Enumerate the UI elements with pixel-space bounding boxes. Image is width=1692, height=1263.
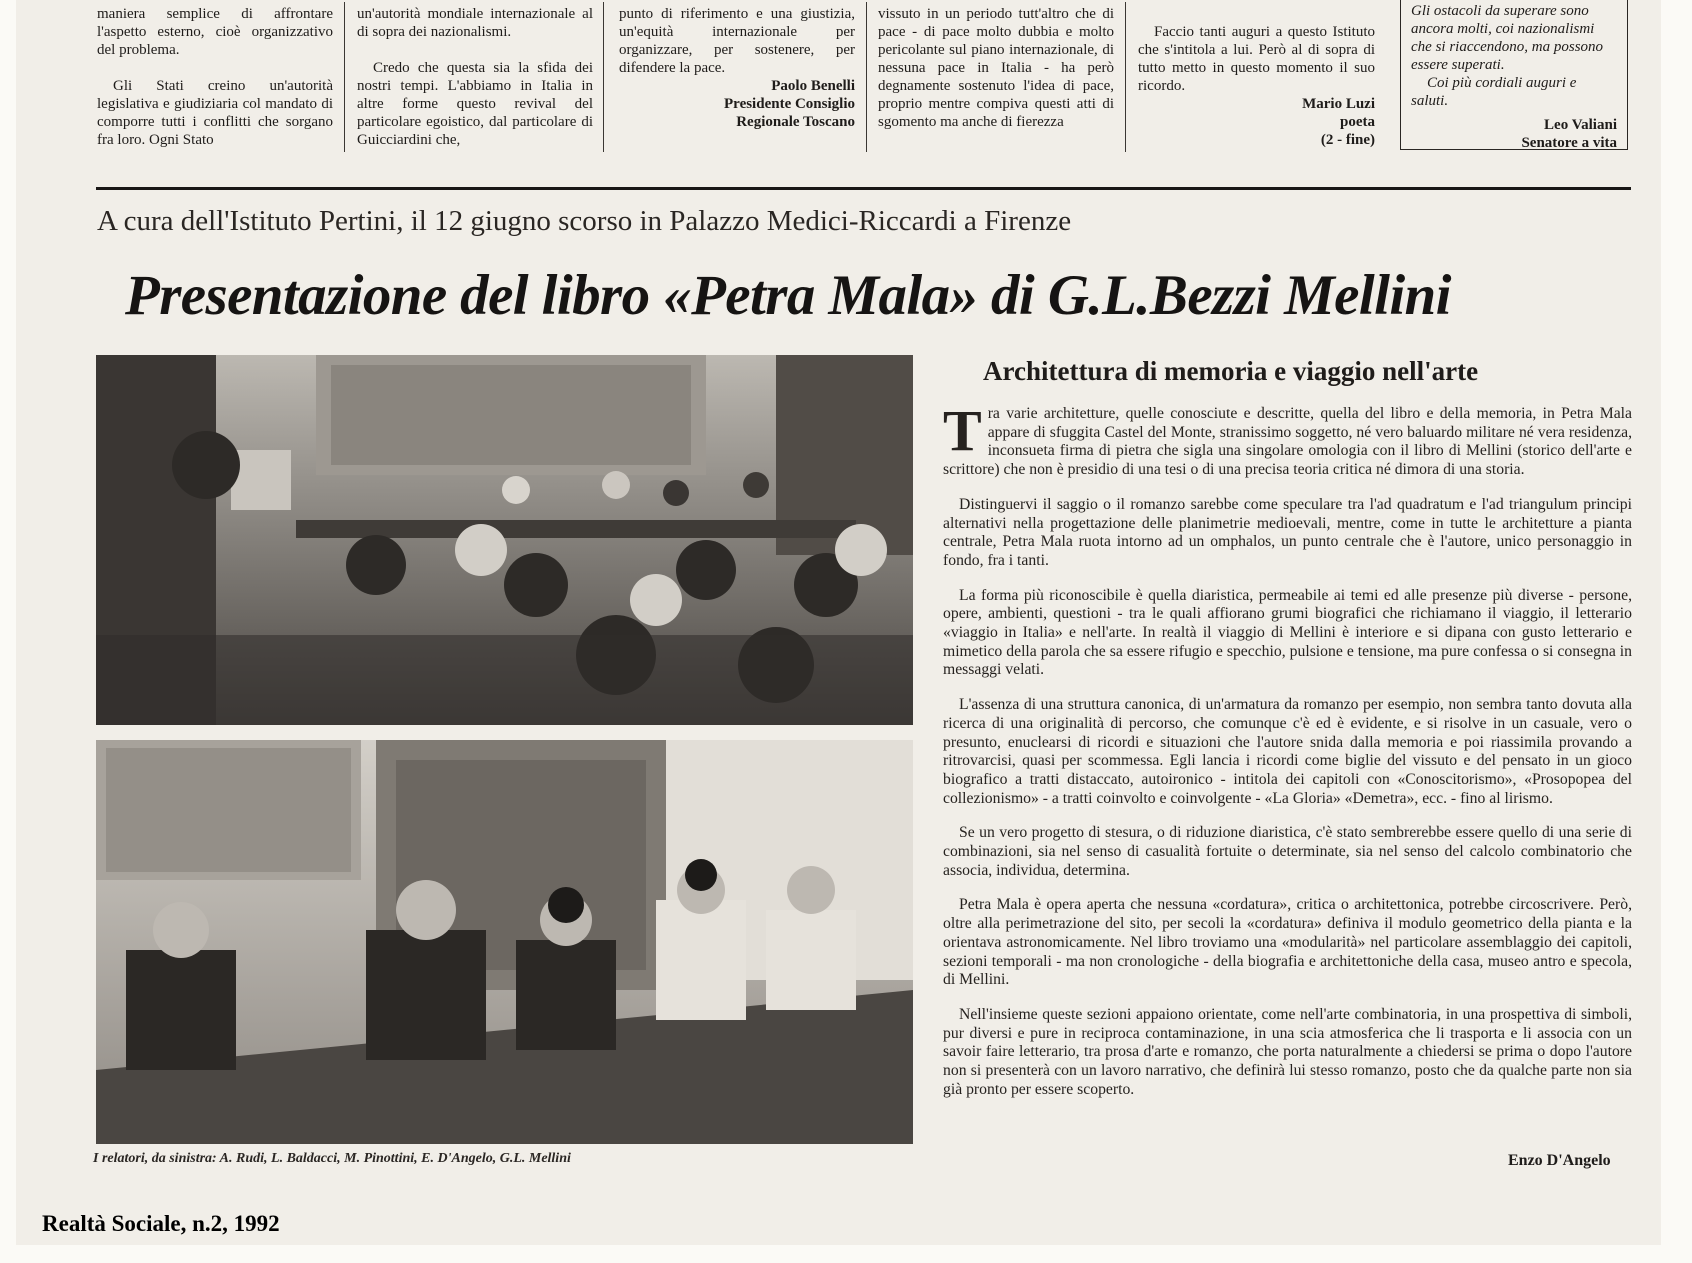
column-divider xyxy=(1125,2,1126,152)
audience-photo-illustration xyxy=(96,355,913,725)
top-column-5-paragraph: Faccio tanti auguri a questo Istituto che s'intitola a lui. Però al di sopra di tutto metto in questo momento il suo ricordo. xyxy=(1138,24,1375,94)
article-paragraph: Distinguervi il saggio o il romanzo sarebbe come speculare tra l'ad quadratum e l'ad triangulum principi alternativi nella progettazione delle planimetrie medioevali, mentre, come in tutte le architetture a pianta centrale, Petra Mala ruota intorno ad un omphalos, un punto centrale che è l'autore, unico personaggio in fondo, fra i tanti. xyxy=(943,495,1632,569)
signature-line: Senatore a vita xyxy=(1521,135,1617,150)
article-paragraph: Petra Mala è opera aperta che nessuna «cordatura», critica o architettonica, potrebbe circoscrivere. Però, oltre alla perimetrazione del sito, per secoli la «cordatura» definiva il modulo geometrico della pianta e la orientava astronomicamente. Nel libro troviamo una «modularità» nel particolare assemblaggio dei capitoli, sezioni temporali - ma non cronologiche - della biografia e architettoniche della casa, museo antro e specola, di Mellini. xyxy=(943,896,1632,989)
top-column-1-paragraph: maniera semplice di affrontare l'aspetto esterno, cioè organizzativo del problema. xyxy=(97,6,333,58)
drop-cap: T xyxy=(943,398,982,463)
top-column-3 xyxy=(619,5,855,131)
article-paragraph: La forma più riconoscibile è quella diaristica, permeabile ai temi ed alle presenze più diverse - persone, opere, ambienti, questioni - tra le quali affiorano grumi biografici che richiamano il viaggio, il letterario «viaggio in Italia» e nell'arte. In realtà il viaggio di Mellini è interiore e si dipana con gusto letterario e mimetico della parola che sa essere rifugio e specchio, pulsione e tensione, ma pure confessa o si consegna in messaggi velati. xyxy=(943,586,1632,679)
photo-caption: I relatori, da sinistra: A. Rudi, L. Baldacci, M. Pinottini, E. D'Angelo, G.L. Mellini xyxy=(93,1151,571,1166)
article-subhead: Architettura di memoria e viaggio nell'arte xyxy=(983,356,1479,386)
top-column-2-paragraph: Credo che questa sia la sfida dei nostri tempi. L'abbiamo in Italia in altre forme questo revival del particolare egoistico, dal particolare di Guicciardini che, xyxy=(357,60,593,148)
signature-line: Mario Luzi xyxy=(1302,96,1375,112)
photo-speakers xyxy=(96,740,913,1144)
signature-line: (2 - fine) xyxy=(1320,132,1375,148)
boxed-column-valiani xyxy=(1400,0,1628,150)
article-headline: Presentazione del libro «Petra Mala» di G.L.Bezzi Mellini xyxy=(125,264,1451,327)
signature-line: Paolo Benelli xyxy=(771,78,855,94)
source-label: Realtà Sociale, n.2, 1992 xyxy=(42,1211,280,1236)
top-column-1-paragraph: Gli Stati creino un'autorità legislativa e giudiziaria col mandato di comporre tutti i conflitti che sorgano fra loro. Ogni Stato xyxy=(97,78,333,148)
signature-line: poeta xyxy=(1340,114,1375,130)
top-column-4 xyxy=(878,5,1114,131)
signature-valiani xyxy=(1411,116,1617,150)
article-author: Enzo D'Angelo xyxy=(1508,1152,1611,1169)
signature-line: Presidente Consiglio xyxy=(724,96,855,112)
photo-audience xyxy=(96,355,913,725)
article-paragraph xyxy=(943,398,1632,480)
top-column-4-paragraph: vissuto in un periodo tutt'altro che di pace - di pace molto dubbia e molto pericolante sul piano internazionale, di nessuna pace in Italia - ha però degnamente sostenuto l'idea di pace, proprio mentre compiva questi atti di sgomento ma anche di fierezza xyxy=(878,6,1114,130)
top-column-1 xyxy=(97,5,333,149)
top-column-6-paragraph: Gli ostacoli da superare sono ancora molti, coi nazionalismi che si riaccendono, ma possono essere superati. xyxy=(1411,3,1604,73)
top-column-6-paragraph: Coi più cordiali auguri e saluti. xyxy=(1411,75,1577,109)
top-column-5 xyxy=(1138,5,1375,149)
article-paragraph-text: ra varie architetture, quelle conosciute e descritte, quella del libro e della memoria, in Petra Mala appare di sfuggita Castel del Monte, stranissimo soggetto, né vero baluardo militare né vera residenza, inconsueta firma di pietra che sigla una singolare omologia con il libro di Mellini (storico dell'arte e scrittore) che non è presidio di una tesi o di una precisa teoria critica né dimora di una storia. xyxy=(943,405,1632,479)
article-body xyxy=(943,398,1632,1100)
top-column-3-paragraph: punto di riferimento e una giustizia, un'equità internazionale per organizzare, per sostenere, per difendere la pace. xyxy=(619,6,855,76)
column-divider xyxy=(344,2,345,152)
signature-line: Regionale Toscano xyxy=(736,114,855,130)
signature-luzi xyxy=(1138,95,1375,149)
section-rule xyxy=(96,187,1631,190)
article-kicker: A cura dell'Istituto Pertini, il 12 giugno scorso in Palazzo Medici-Riccardi a Firenze xyxy=(97,205,1072,237)
column-divider xyxy=(603,2,604,152)
top-column-2-paragraph: un'autorità mondiale internazionale al di sopra dei nazionalismi. xyxy=(357,6,593,40)
article-paragraph: L'assenza di una struttura canonica, di un'armatura da romanzo per esempio, non sembra tanto dovuta alla ricerca di una originalità di percorso, che comunque c'è ed è evidente, e si risolve in un casuale, vero o presunto, enuclearsi di ricordi e situazioni che l'autore snida dalla memoria e poi riassimila provando a ritrovarcisi, quasi per scommessa. Egli lancia i ricordi come biglie del vissuto e del pensato in un gioco biografico a tratti distaccato, autoironico - intitola dei capitoli con «Conoscitorismo», «Prosopopea del collezionismo» - a tratti coinvolto e coinvolgente - «La Gloria» «Demetra», ecc. - fino al lirismo. xyxy=(943,696,1632,807)
article-paragraph: Se un vero progetto di stesura, o di riduzione diaristica, c'è stato sembrerebbe essere quello di una serie di combinazioni, sia nel senso di casualità fortuite o determinate, sia nel senso del calcolo combinatorio che associa, individua, determina. xyxy=(943,824,1632,879)
speakers-photo-illustration xyxy=(96,740,913,1144)
signature-benelli xyxy=(619,77,855,131)
article-paragraph: Nell'insieme queste sezioni appaiono orientate, come nell'arte combinatoria, in una prospettiva di simboli, pur diversi e pure in reciproca contaminazione, in una scia atmosferica che li trasporta e li associa con un savoir faire letterario, tra prosa d'arte e romanzo, che porta naturalmente a chiedersi se prima o dopo l'autore non si presenterà con un lavoro narrativo, che definirà lui stesso romanzo, posto che da qualche parte non sia già pronto per essere scoperto. xyxy=(943,1005,1632,1098)
signature-line: Leo Valiani xyxy=(1544,117,1617,133)
column-divider xyxy=(866,2,867,152)
top-column-2 xyxy=(357,5,593,149)
